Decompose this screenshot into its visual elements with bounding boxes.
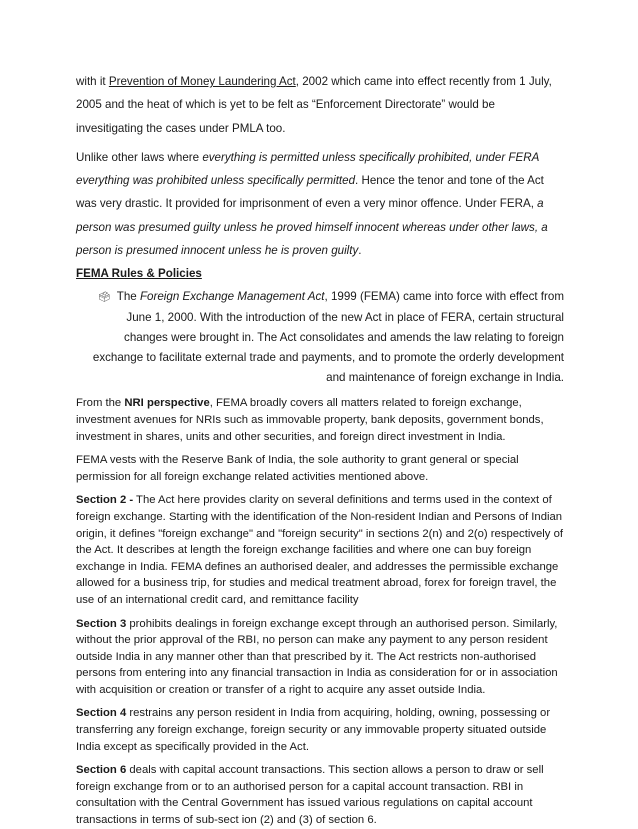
section-4-text: restrains any person resident in India from acquiring, holding, owning, possessing or transferring any foreign exchange, foreign security or any immovable property situated outside India except as specifically provided in the Act. (76, 707, 551, 753)
section-6-label: Section 6 (76, 764, 127, 777)
intro-paragraph (76, 70, 564, 140)
ballot-box-icon: 🗳 (98, 292, 111, 304)
fera-text-cont: . Hence the tenor and tone of the Act was very drastic. It provided for imprisonment of even a very minor offence. Under FERA, (76, 174, 544, 211)
bullet-text-cont: , 1999 (FEMA) came into force with effect from June 1, 2000. With the introduction of the new Act in place of FERA, certain structural changes were brought in. The Act consolidates and amends the law relating to foreign exchange to facilitate external trade and payments, and to promote the orderly development and maintenance of foreign exchange in India. (92, 290, 564, 385)
intro-text: with it (76, 75, 109, 88)
fera-paragraph (76, 146, 564, 262)
section-heading: FEMA Rules & Policies (76, 267, 202, 281)
fema-act-title: Foreign Exchange Management Act (139, 290, 325, 304)
section-3-label: Section 3 (76, 617, 127, 630)
fema-bullet (76, 287, 564, 388)
nri-text-cont: , FEMA broadly covers all matters related to foreign exchange, investment avenues for NRIs such as immovable property, bank deposits, government bonds, investment in shares, units and other securities, and foreign direct investment in India. (76, 397, 544, 443)
nri-paragraph (76, 395, 564, 445)
section-2-text: The Act here provides clarity on several definitions and terms used in the context of foreign exchange. Starting with the identification of the Non-resident Indian and Persons of Indian origin, it defines "foreign exchange" and "foreign security" in sections 2(n) and 2(o) respectively of the Act. It describes at length the foreign exchange facilities and where one can buy foreign exchange in India. FEMA defines an authorised dealer, and addresses the permissible exchange allowed for a business trip, for studies and medical treatment abroad, forex for foreign travel, the use of an international credit card, and remittance facility (76, 494, 564, 606)
bullet-text: The (113, 290, 140, 304)
section-2-paragraph (76, 492, 564, 608)
document-page (76, 70, 564, 829)
section-3-text: prohibits dealings in foreign exchange except through an authorised person. Similarly, without the prior approval of the RBI, no person can make any payment to any person resident outside India in any manner other than that prescribed by it. The Act restricts non-authorised persons from entering into any financial transaction in India as consideration for or in association with acquisition or creation or transfer of a right to acquire any asset outside India. (76, 617, 558, 696)
intro-text-cont: , 2002 which came into effect recently from 1 July, 2005 and the heat of which is yet to be felt as “Enforcement Directorate” would be invesitigating the cases under PMLA too. (76, 75, 552, 135)
fera-presumption-emphasis: a person was presumed guilty unless he proved himself innocent whereas under other laws, a person is presumed innocent unless he is proven guilty (76, 197, 548, 258)
section-2-label: Section 2 - (76, 494, 134, 507)
nri-emphasis: NRI perspective (124, 397, 210, 410)
section-4-paragraph (76, 705, 564, 755)
fera-emphasis: everything is permitted unless specifically prohibited, under FERA everything was prohibited unless specifically permitted (76, 150, 539, 188)
nri-text: From the (76, 397, 125, 410)
section-6-text: deals with capital account transactions. This section allows a person to draw or sell foreign exchange from or to an authorised person for a capital account transaction. RBI in consultation with the Central Government has issued various regulations on capital account transactions in terms of sub-sect ion (2) and (3) of section 6. (76, 764, 544, 827)
pmla-link[interactable]: Prevention of Money Laundering Act (108, 75, 296, 88)
section-3-paragraph (76, 616, 564, 699)
section-6-paragraph (76, 762, 564, 828)
fera-period: . (358, 244, 362, 258)
fera-text: Unlike other laws where (76, 150, 203, 164)
section-4-label: Section 4 (76, 707, 127, 720)
rbi-paragraph: FEMA vests with the Reserve Bank of India, the sole authority to grant general or special permission for all foreign exchange related activities mentioned above. (76, 454, 519, 483)
